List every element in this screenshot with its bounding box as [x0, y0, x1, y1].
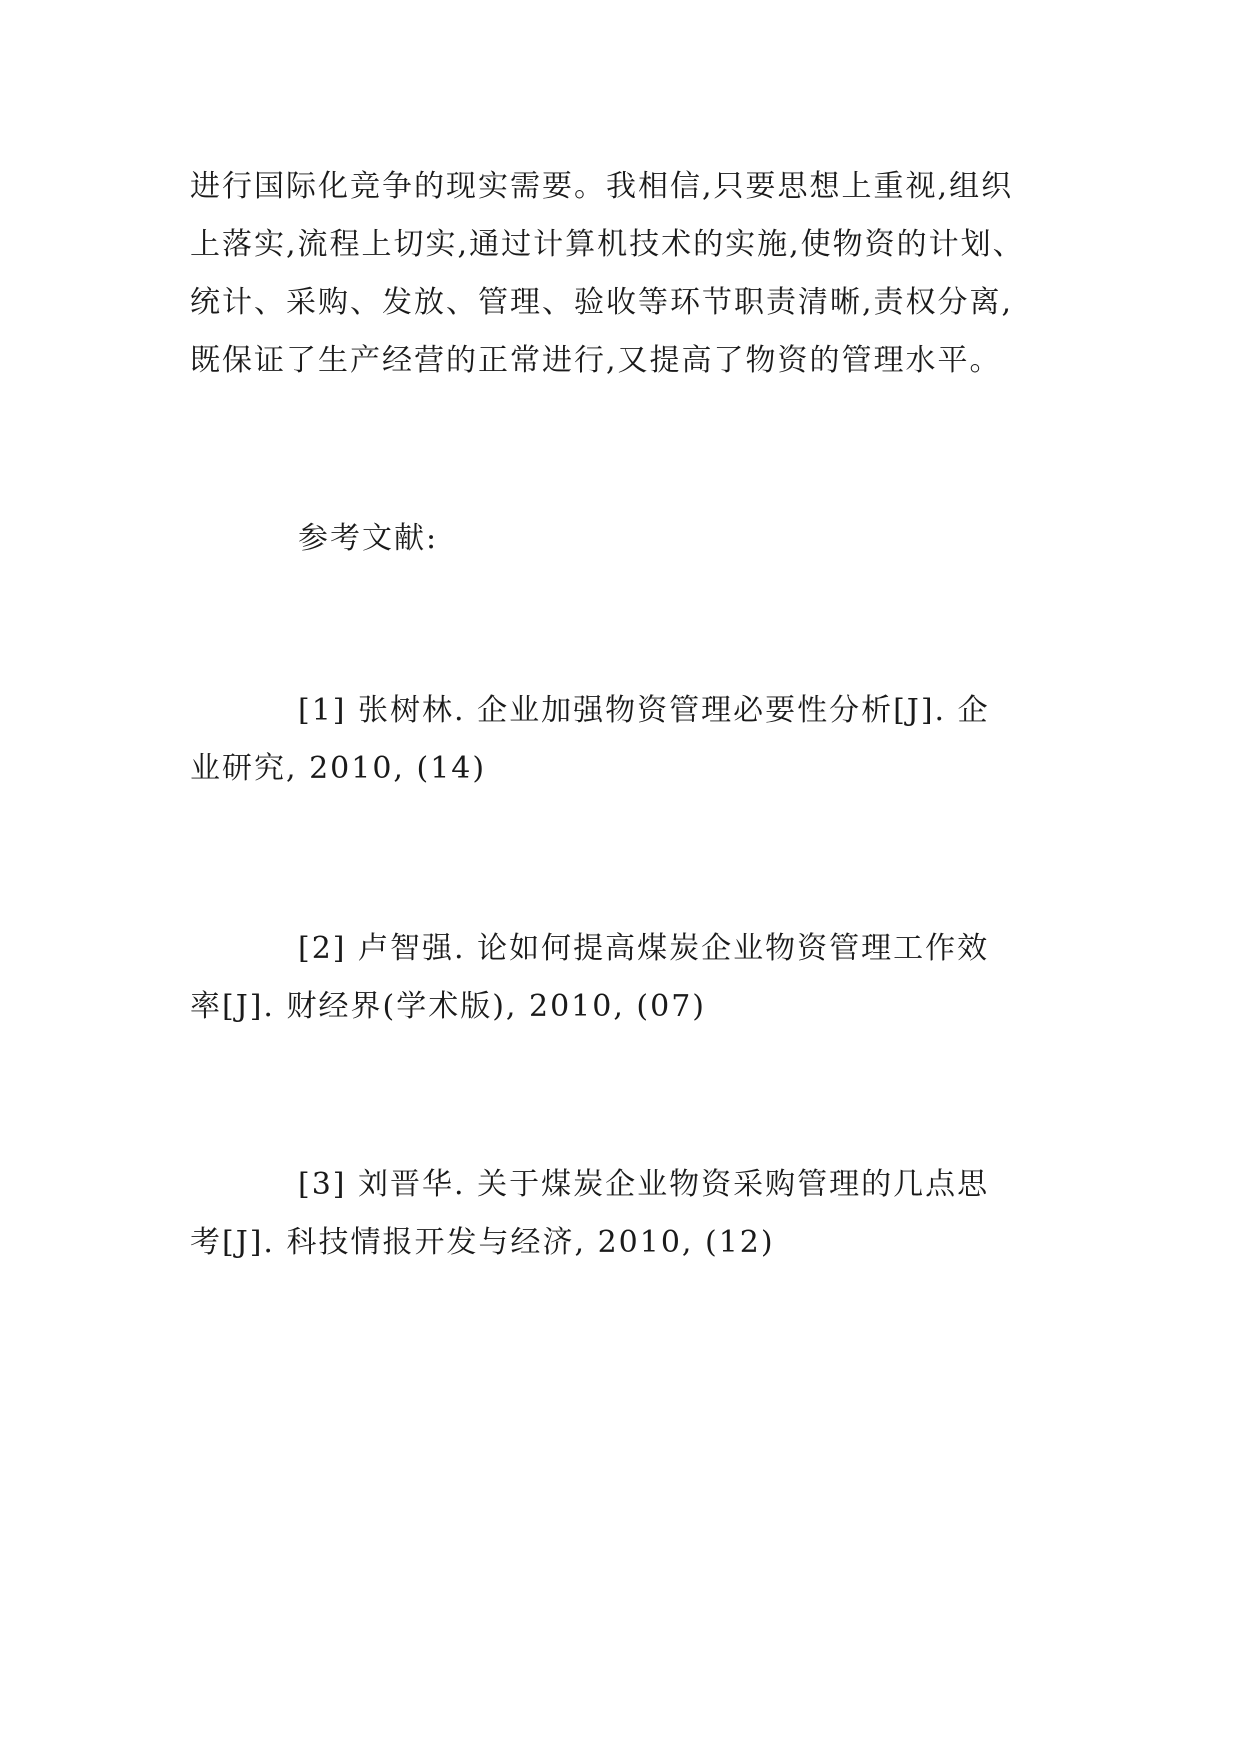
paragraph-line: 统计、采购、发放、管理、验收等环节职责清晰,责权分离, — [190, 285, 1014, 320]
references-heading-block — [190, 510, 1070, 568]
reference-line: 率[J]. 财经界(学术版), 2010, (07) — [190, 989, 706, 1024]
reference-line: [3] 刘晋华. 关于煤炭企业物资采购管理的几点思 — [298, 1167, 990, 1202]
paragraph-line: 既保证了生产经营的正常进行,又提高了物资的管理水平。 — [190, 343, 1002, 378]
reference-item — [190, 1156, 1070, 1272]
reference-line: 业研究, 2010, (14) — [190, 751, 487, 786]
reference-line: [2] 卢智强. 论如何提高煤炭企业物资管理工作效 — [298, 931, 990, 966]
paragraph-line: 进行国际化竞争的现实需要。我相信,只要思想上重视,组织 — [190, 169, 1014, 204]
reference-item — [190, 920, 1070, 1036]
reference-item — [190, 682, 1070, 798]
paragraph-line: 上落实,流程上切实,通过计算机技术的实施,使物资的计划、 — [190, 227, 1025, 262]
conclusion-paragraph — [190, 158, 1070, 390]
references-heading: 参考文献: — [298, 521, 439, 556]
reference-line: [1] 张树林. 企业加强物资管理必要性分析[J]. 企 — [298, 693, 990, 728]
reference-line: 考[J]. 科技情报开发与经济, 2010, (12) — [190, 1225, 775, 1260]
